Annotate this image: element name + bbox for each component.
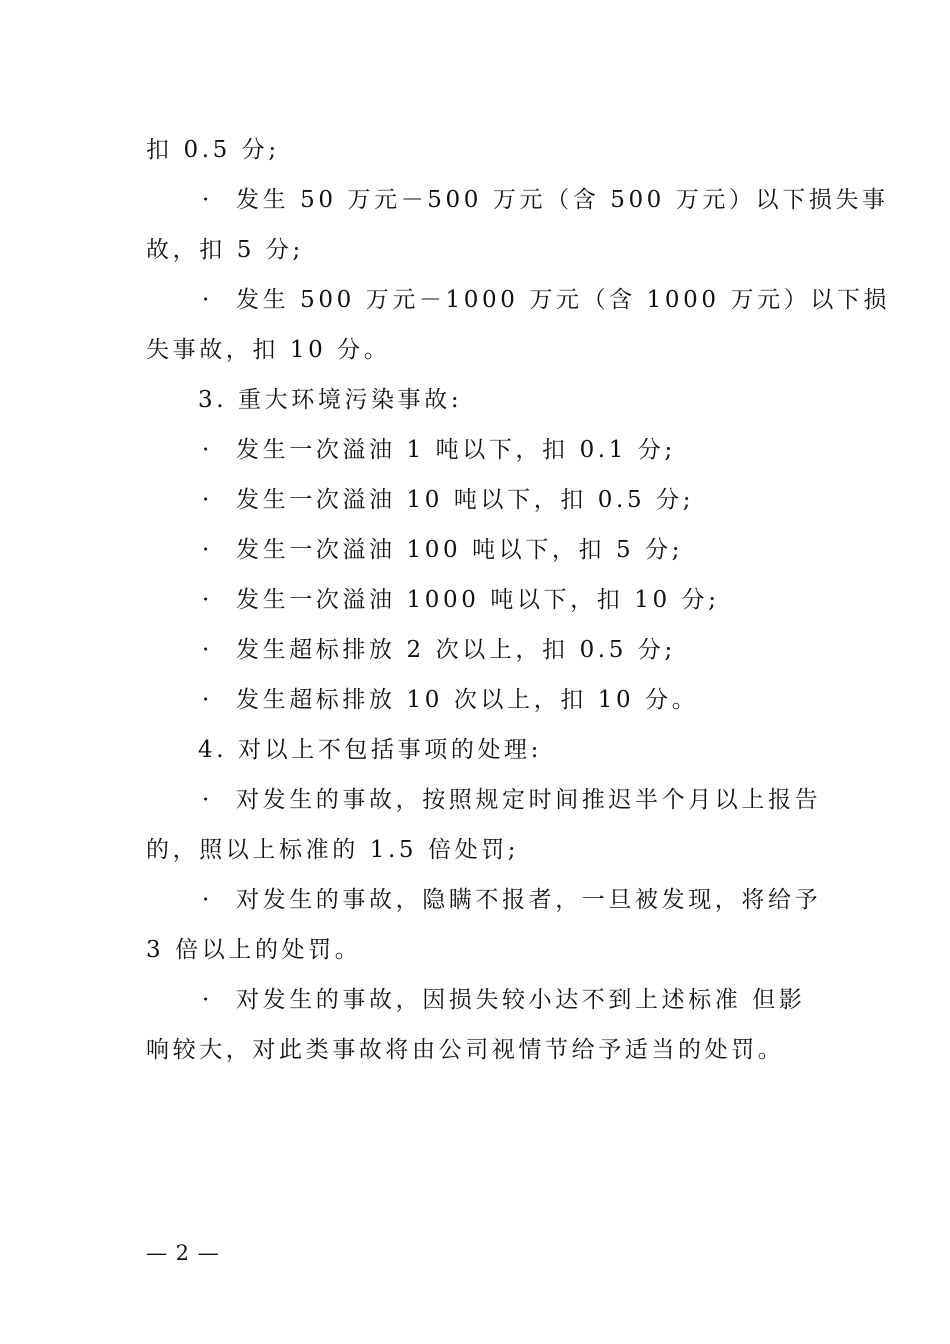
bullet-icon: · (202, 437, 213, 463)
bullet-text: 对发生的事故，因损失较小达不到上述标准 但影 (236, 987, 806, 1013)
text-line-19: 响较大，对此类事故将由公司视情节给予适当的处罚。 (146, 1037, 785, 1063)
section-heading-4: 4. 对以上不包括事项的处理: (198, 737, 543, 763)
bullet-icon: · (202, 187, 213, 213)
bullet-icon: · (202, 887, 213, 913)
bullet-text: 发生一次溢油 1 吨以下，扣 0.1 分; (236, 437, 676, 463)
bullet-item-loss-500-1000 (202, 285, 891, 315)
bullet-text: 发生 50 万元－500 万元（含 500 万元）以下损失事 (236, 187, 889, 213)
text-line-1: 扣 0.5 分; (146, 137, 280, 163)
bullet-text: 发生一次溢油 1000 吨以下，扣 10 分; (236, 587, 720, 613)
bullet-item-oil-10 (202, 485, 862, 515)
bullet-text: 发生一次溢油 100 吨以下，扣 5 分; (236, 537, 684, 563)
text-line-3: 故，扣 5 分; (146, 237, 304, 263)
bullet-text: 对发生的事故，按照规定时间推迟半个月以上报告 (236, 787, 822, 813)
bullet-icon: · (202, 487, 213, 513)
bullet-item-emission-10 (202, 685, 862, 715)
bullet-item-emission-2 (202, 635, 862, 665)
text-line-5: 失事故，扣 10 分。 (146, 337, 391, 363)
bullet-icon: · (202, 637, 213, 663)
bullet-item-loss-50-500 (202, 185, 889, 215)
bullet-item-oil-100 (202, 535, 862, 565)
bullet-icon: · (202, 987, 213, 1013)
bullet-icon: · (202, 287, 213, 313)
section-heading-3: 3. 重大环境污染事故: (198, 387, 463, 413)
bullet-item-concealment (202, 885, 862, 915)
text-line-15: 的，照以上标准的 1.5 倍处罚; (146, 837, 520, 863)
bullet-text: 发生超标排放 10 次以上，扣 10 分。 (236, 687, 699, 713)
bullet-icon: · (202, 537, 213, 563)
bullet-item-minor-impact (202, 985, 862, 1015)
bullet-icon: · (202, 787, 213, 813)
bullet-item-late-report (202, 785, 862, 815)
bullet-text: 发生 500 万元－1000 万元（含 1000 万元）以下损 (236, 287, 891, 313)
bullet-icon: · (202, 687, 213, 713)
bullet-item-oil-1000 (202, 585, 862, 615)
bullet-text: 对发生的事故，隐瞒不报者，一旦被发现，将给予 (236, 887, 822, 913)
bullet-text: 发生超标排放 2 次以上，扣 0.5 分; (236, 637, 676, 663)
bullet-text: 发生一次溢油 10 吨以下，扣 0.5 分; (236, 487, 695, 513)
bullet-item-oil-1 (202, 435, 862, 465)
bullet-icon: · (202, 587, 213, 613)
text-line-17: 3 倍以上的处罚。 (146, 937, 362, 963)
page-number: — 2 — (146, 1241, 220, 1265)
